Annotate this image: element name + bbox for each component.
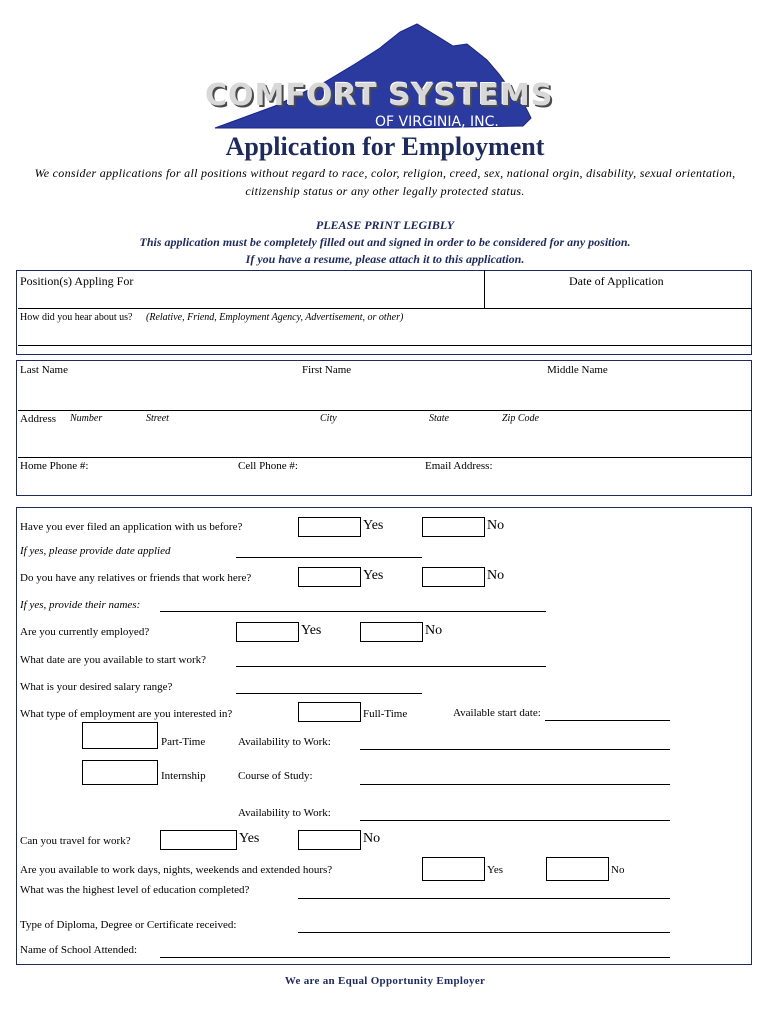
address-state-label: State xyxy=(429,413,449,424)
address-field[interactable] xyxy=(20,428,746,454)
employed-yes-label: Yes xyxy=(301,623,322,638)
start-date-line[interactable] xyxy=(236,666,546,667)
q-education-label: What was the highest level of education completed? xyxy=(20,884,250,896)
part-time-checkbox[interactable] xyxy=(82,722,158,749)
school-line[interactable] xyxy=(160,957,670,958)
part-time-label: Part-Time xyxy=(161,736,206,748)
q-applied-label: Have you ever filed an application with us before? xyxy=(20,521,243,533)
notice-print: PLEASE PRINT LEGIBLY xyxy=(315,218,455,232)
relatives-names-line[interactable] xyxy=(160,611,546,612)
hours-no-label: No xyxy=(611,864,625,876)
employed-yes-checkbox[interactable] xyxy=(236,622,299,642)
education-line[interactable] xyxy=(298,898,670,899)
relatives-no-checkbox[interactable] xyxy=(422,567,485,587)
date-of-application-field[interactable] xyxy=(490,291,746,305)
q-hours-label: Are you available to work days, nights, weekends and extended hours? xyxy=(20,864,333,876)
applied-no-checkbox[interactable] xyxy=(422,517,485,537)
hear-about-hint: (Relative, Friend, Employment Agency, Advertisement, or other) xyxy=(146,312,404,323)
footer-eeo: We are an Equal Opportunity Employer xyxy=(284,975,486,987)
logo-name: COMFORT SYSTEMS xyxy=(205,78,554,113)
q-applied-date-label: If yes, please provide date applied xyxy=(20,545,171,557)
page-title: Application for Employment xyxy=(225,132,545,161)
company-logo xyxy=(205,18,565,130)
relatives-yes-checkbox[interactable] xyxy=(298,567,361,587)
address-number-label: Number xyxy=(70,413,103,424)
positions-label: Position(s) Appling For xyxy=(20,274,134,288)
internship-checkbox[interactable] xyxy=(82,760,158,785)
cell-phone-label: Cell Phone #: xyxy=(238,460,298,472)
course-line[interactable] xyxy=(360,784,670,785)
full-time-checkbox[interactable] xyxy=(298,702,361,722)
availability-line[interactable] xyxy=(360,749,670,750)
notice-complete: This application must be completely filled out and signed in order to be considered for any position. xyxy=(139,235,631,249)
q-start-label: What date are you available to start work? xyxy=(20,654,207,666)
name-rule xyxy=(18,410,752,411)
hear-about-field[interactable] xyxy=(20,326,746,342)
first-name-label: First Name xyxy=(302,364,352,376)
applied-yes-label: Yes xyxy=(363,518,384,533)
address-street-label: Street xyxy=(146,413,169,424)
date-of-application-label: Date of Application xyxy=(569,274,664,288)
available-start-label: Available start date: xyxy=(453,707,541,719)
availability-label: Availability to Work: xyxy=(238,736,331,748)
intro-text: We consider applications for all positions without regard to race, color, religion, creed, sex, national orgin, disability, sexual orientation, citizenship status or any other legally protected status. xyxy=(34,166,736,198)
travel-no-label: No xyxy=(363,831,381,846)
internship-label: Internship xyxy=(161,770,206,782)
hear-rule xyxy=(18,345,752,346)
travel-yes-label: Yes xyxy=(239,831,260,846)
notice-resume: If you have a resume, please attach it to this application. xyxy=(245,252,525,266)
address-rule xyxy=(18,457,752,458)
q-relatives-names-label: If yes, provide their names: xyxy=(20,599,141,611)
relatives-no-label: No xyxy=(487,568,505,583)
availability2-label: Availability to Work: xyxy=(238,807,331,819)
position-rule xyxy=(18,308,752,309)
home-phone-label: Home Phone #: xyxy=(20,460,89,472)
diploma-line[interactable] xyxy=(298,932,670,933)
relatives-yes-label: Yes xyxy=(363,568,384,583)
address-zip-label: Zip Code xyxy=(502,413,539,424)
salary-line[interactable] xyxy=(236,693,422,694)
employed-no-checkbox[interactable] xyxy=(360,622,423,642)
email-label: Email Address: xyxy=(425,460,493,472)
employed-no-label: No xyxy=(425,623,443,638)
address-label: Address xyxy=(20,413,57,425)
full-time-label: Full-Time xyxy=(363,708,408,720)
position-divider xyxy=(484,270,485,308)
last-name-label: Last Name xyxy=(20,364,68,376)
available-start-line[interactable] xyxy=(545,720,670,721)
availability2-line[interactable] xyxy=(360,820,670,821)
course-label: Course of Study: xyxy=(238,770,313,782)
q-diploma-label: Type of Diploma, Degree or Certificate received: xyxy=(20,919,237,931)
logo-subtitle: OF VIRGINIA, INC. xyxy=(375,114,499,130)
q-salary-label: What is your desired salary range? xyxy=(20,681,173,693)
q-employed-label: Are you currently employed? xyxy=(20,626,150,638)
applied-yes-checkbox[interactable] xyxy=(298,517,361,537)
hours-yes-label: Yes xyxy=(487,864,504,876)
hours-no-checkbox[interactable] xyxy=(546,857,609,881)
travel-yes-checkbox[interactable] xyxy=(160,830,237,850)
name-field[interactable] xyxy=(20,380,746,406)
positions-field[interactable] xyxy=(20,291,478,305)
applied-date-line[interactable] xyxy=(236,557,422,558)
middle-name-label: Middle Name xyxy=(547,364,608,376)
hours-yes-checkbox[interactable] xyxy=(422,857,485,881)
address-city-label: City xyxy=(320,413,337,424)
phone-email-field[interactable] xyxy=(20,474,746,492)
q-school-label: Name of School Attended: xyxy=(20,944,138,956)
q-type-label: What type of employment are you interested in? xyxy=(20,708,233,720)
applied-no-label: No xyxy=(487,518,505,533)
q-travel-label: Can you travel for work? xyxy=(20,835,131,847)
hear-about-label: How did you hear about us? xyxy=(20,312,133,323)
q-relatives-label: Do you have any relatives or friends that work here? xyxy=(20,572,252,584)
travel-no-checkbox[interactable] xyxy=(298,830,361,850)
